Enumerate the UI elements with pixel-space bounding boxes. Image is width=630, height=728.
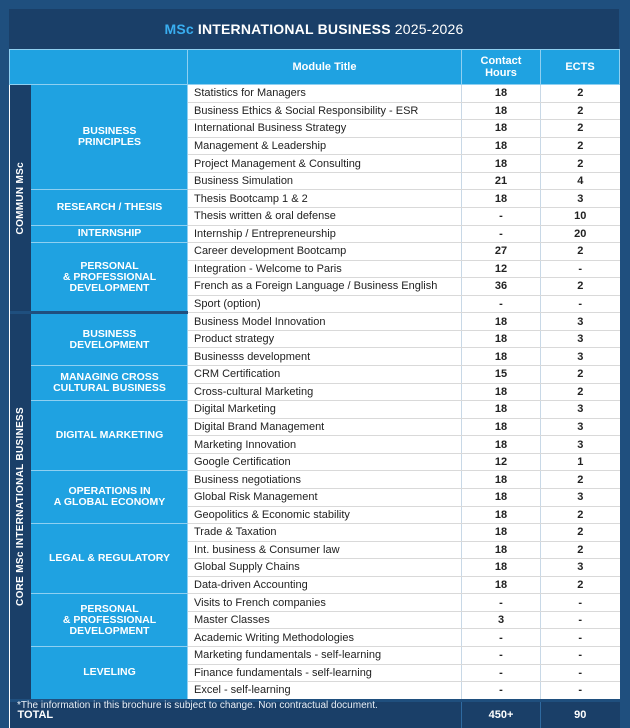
contact-hours: - bbox=[462, 682, 541, 701]
contact-hours: 18 bbox=[462, 137, 541, 155]
ects-credits: 2 bbox=[541, 102, 620, 120]
ects-credits: 2 bbox=[541, 85, 620, 103]
module-title: Business Model Innovation bbox=[188, 313, 462, 331]
module-title: Trade & Taxation bbox=[188, 524, 462, 542]
header-ects: ECTS bbox=[541, 50, 620, 85]
ects-credits: 2 bbox=[541, 120, 620, 138]
ects-credits: 2 bbox=[541, 278, 620, 296]
contact-hours: 12 bbox=[462, 453, 541, 471]
contact-hours: - bbox=[462, 225, 541, 243]
title-years: 2025-2026 bbox=[394, 21, 464, 37]
contact-hours: 18 bbox=[462, 471, 541, 489]
ects-credits: 3 bbox=[541, 559, 620, 577]
category-label: PERSONAL & PROFESSIONAL DEVELOPMENT bbox=[32, 243, 188, 313]
module-title: Businesss development bbox=[188, 348, 462, 366]
category-label: BUSINESS DEVELOPMENT bbox=[32, 313, 188, 366]
module-title: Marketing fundamentals - self-learning bbox=[188, 647, 462, 665]
contact-hours: 3 bbox=[462, 611, 541, 629]
module-title: Geopolitics & Economic stability bbox=[188, 506, 462, 524]
module-title: Excel - self-learning bbox=[188, 682, 462, 701]
table-row bbox=[10, 243, 620, 261]
header-contact-hours: Contact Hours bbox=[462, 50, 541, 85]
module-title: Thesis Bootcamp 1 & 2 bbox=[188, 190, 462, 208]
section-label-text: COMMUN MSc bbox=[14, 161, 26, 235]
table-row bbox=[10, 524, 620, 542]
contact-hours: 18 bbox=[462, 190, 541, 208]
contact-hours: 18 bbox=[462, 85, 541, 103]
category-label: LEGAL & REGULATORY bbox=[32, 524, 188, 594]
module-title: Data-driven Accounting bbox=[188, 576, 462, 594]
ects-credits: 2 bbox=[541, 506, 620, 524]
category-label: MANAGING CROSS CULTURAL BUSINESS bbox=[32, 366, 188, 401]
module-title: Digital Brand Management bbox=[188, 418, 462, 436]
table-row bbox=[10, 85, 620, 103]
ects-credits: 3 bbox=[541, 488, 620, 506]
table-row bbox=[10, 225, 620, 243]
section-label bbox=[10, 313, 32, 700]
category-label: PERSONAL & PROFESSIONAL DEVELOPMENT bbox=[32, 594, 188, 647]
ects-credits: 2 bbox=[541, 366, 620, 384]
contact-hours: 21 bbox=[462, 172, 541, 190]
ects-credits: 2 bbox=[541, 576, 620, 594]
table-row bbox=[10, 647, 620, 665]
module-title: Thesis written & oral defense bbox=[188, 207, 462, 225]
ects-credits: 3 bbox=[541, 330, 620, 348]
contact-hours: - bbox=[462, 594, 541, 612]
contact-hours: 12 bbox=[462, 260, 541, 278]
module-title: French as a Foreign Language / Business English bbox=[188, 278, 462, 296]
contact-hours: 15 bbox=[462, 366, 541, 384]
module-title: Project Management & Consulting bbox=[188, 155, 462, 173]
ects-credits: 2 bbox=[541, 243, 620, 261]
ects-credits: 3 bbox=[541, 401, 620, 419]
module-title: Product strategy bbox=[188, 330, 462, 348]
category-label: RESEARCH / THESIS bbox=[32, 190, 188, 225]
contact-hours: - bbox=[462, 629, 541, 647]
contact-hours: 18 bbox=[462, 576, 541, 594]
total-ects: 90 bbox=[541, 700, 620, 728]
table-row bbox=[10, 313, 620, 331]
table-row bbox=[10, 471, 620, 489]
ects-credits: 3 bbox=[541, 348, 620, 366]
contact-hours: - bbox=[462, 647, 541, 665]
contact-hours: - bbox=[462, 295, 541, 313]
ects-credits: 2 bbox=[541, 383, 620, 401]
ects-credits: 3 bbox=[541, 190, 620, 208]
contact-hours: 18 bbox=[462, 506, 541, 524]
contact-hours: 18 bbox=[462, 155, 541, 173]
category-label: BUSINESS PRINCIPLES bbox=[32, 85, 188, 190]
module-title: Sport (option) bbox=[188, 295, 462, 313]
module-title: Business Ethics & Social Responsibility - ESR bbox=[188, 102, 462, 120]
contact-hours: 18 bbox=[462, 401, 541, 419]
contact-hours: 18 bbox=[462, 313, 541, 331]
module-title: Academic Writing Methodologies bbox=[188, 629, 462, 647]
ects-credits: - bbox=[541, 682, 620, 701]
ects-credits: - bbox=[541, 295, 620, 313]
module-title: CRM Certification bbox=[188, 366, 462, 384]
ects-credits: 2 bbox=[541, 137, 620, 155]
ects-credits: 3 bbox=[541, 436, 620, 454]
table-row bbox=[10, 594, 620, 612]
module-title: Statistics for Managers bbox=[188, 85, 462, 103]
module-title: Internship / Entrepreneurship bbox=[188, 225, 462, 243]
module-title: Int. business & Consumer law bbox=[188, 541, 462, 559]
section-label bbox=[10, 85, 32, 313]
header-row bbox=[10, 50, 620, 85]
ects-credits: 2 bbox=[541, 471, 620, 489]
title-prefix: MSc bbox=[164, 21, 194, 37]
ects-credits: - bbox=[541, 611, 620, 629]
ects-credits: 2 bbox=[541, 541, 620, 559]
ects-credits: - bbox=[541, 594, 620, 612]
category-label: INTERNSHIP bbox=[32, 225, 188, 243]
module-title: Business Simulation bbox=[188, 172, 462, 190]
contact-hours: 18 bbox=[462, 383, 541, 401]
ects-credits: - bbox=[541, 647, 620, 665]
module-title: Management & Leadership bbox=[188, 137, 462, 155]
contact-hours: 18 bbox=[462, 330, 541, 348]
contact-hours: 18 bbox=[462, 436, 541, 454]
table-row bbox=[10, 190, 620, 208]
contact-hours: - bbox=[462, 664, 541, 682]
module-title: Integration - Welcome to Paris bbox=[188, 260, 462, 278]
total-hours: 450+ bbox=[462, 700, 541, 728]
header-blank bbox=[10, 50, 188, 85]
table-row bbox=[10, 366, 620, 384]
contact-hours: 36 bbox=[462, 278, 541, 296]
module-title: Visits to French companies bbox=[188, 594, 462, 612]
ects-credits: - bbox=[541, 260, 620, 278]
total-label: TOTAL bbox=[10, 700, 462, 728]
category-label: LEVELING bbox=[32, 647, 188, 701]
contact-hours: 18 bbox=[462, 488, 541, 506]
category-label: DIGITAL MARKETING bbox=[32, 401, 188, 471]
ects-credits: 4 bbox=[541, 172, 620, 190]
ects-credits: 2 bbox=[541, 524, 620, 542]
contact-hours: 18 bbox=[462, 541, 541, 559]
module-title: Google Certification bbox=[188, 453, 462, 471]
table-row bbox=[10, 401, 620, 419]
curriculum-table bbox=[9, 49, 620, 728]
title-main: INTERNATIONAL BUSINESS bbox=[197, 21, 391, 37]
contact-hours: 18 bbox=[462, 120, 541, 138]
ects-credits: 10 bbox=[541, 207, 620, 225]
module-title: Cross-cultural Marketing bbox=[188, 383, 462, 401]
module-title: Digital Marketing bbox=[188, 401, 462, 419]
section-label-text: CORE MSc INTERNATIONAL BUSINESS bbox=[14, 407, 26, 606]
contact-hours: 27 bbox=[462, 243, 541, 261]
module-title: Finance fundamentals - self-learning bbox=[188, 664, 462, 682]
header-module-title: Module Title bbox=[188, 50, 462, 85]
module-title: Business negotiations bbox=[188, 471, 462, 489]
page-title bbox=[9, 9, 619, 49]
contact-hours: 18 bbox=[462, 102, 541, 120]
ects-credits: 1 bbox=[541, 453, 620, 471]
module-title: Career development Bootcamp bbox=[188, 243, 462, 261]
contact-hours: 18 bbox=[462, 418, 541, 436]
ects-credits: - bbox=[541, 629, 620, 647]
module-title: Marketing Innovation bbox=[188, 436, 462, 454]
brochure-frame bbox=[9, 9, 619, 728]
ects-credits: 3 bbox=[541, 313, 620, 331]
ects-credits: - bbox=[541, 664, 620, 682]
module-title: Global Risk Management bbox=[188, 488, 462, 506]
contact-hours: 18 bbox=[462, 524, 541, 542]
ects-credits: 2 bbox=[541, 155, 620, 173]
contact-hours: 18 bbox=[462, 348, 541, 366]
contact-hours: 18 bbox=[462, 559, 541, 577]
ects-credits: 3 bbox=[541, 418, 620, 436]
contact-hours: - bbox=[462, 207, 541, 225]
module-title: Master Classes bbox=[188, 611, 462, 629]
category-label: OPERATIONS IN A GLOBAL ECONOMY bbox=[32, 471, 188, 524]
module-title: International Business Strategy bbox=[188, 120, 462, 138]
ects-credits: 20 bbox=[541, 225, 620, 243]
module-title: Global Supply Chains bbox=[188, 559, 462, 577]
curriculum-body bbox=[10, 85, 620, 701]
footnote: *The information in this brochure is subject to change. Non contractual document. bbox=[17, 700, 378, 711]
